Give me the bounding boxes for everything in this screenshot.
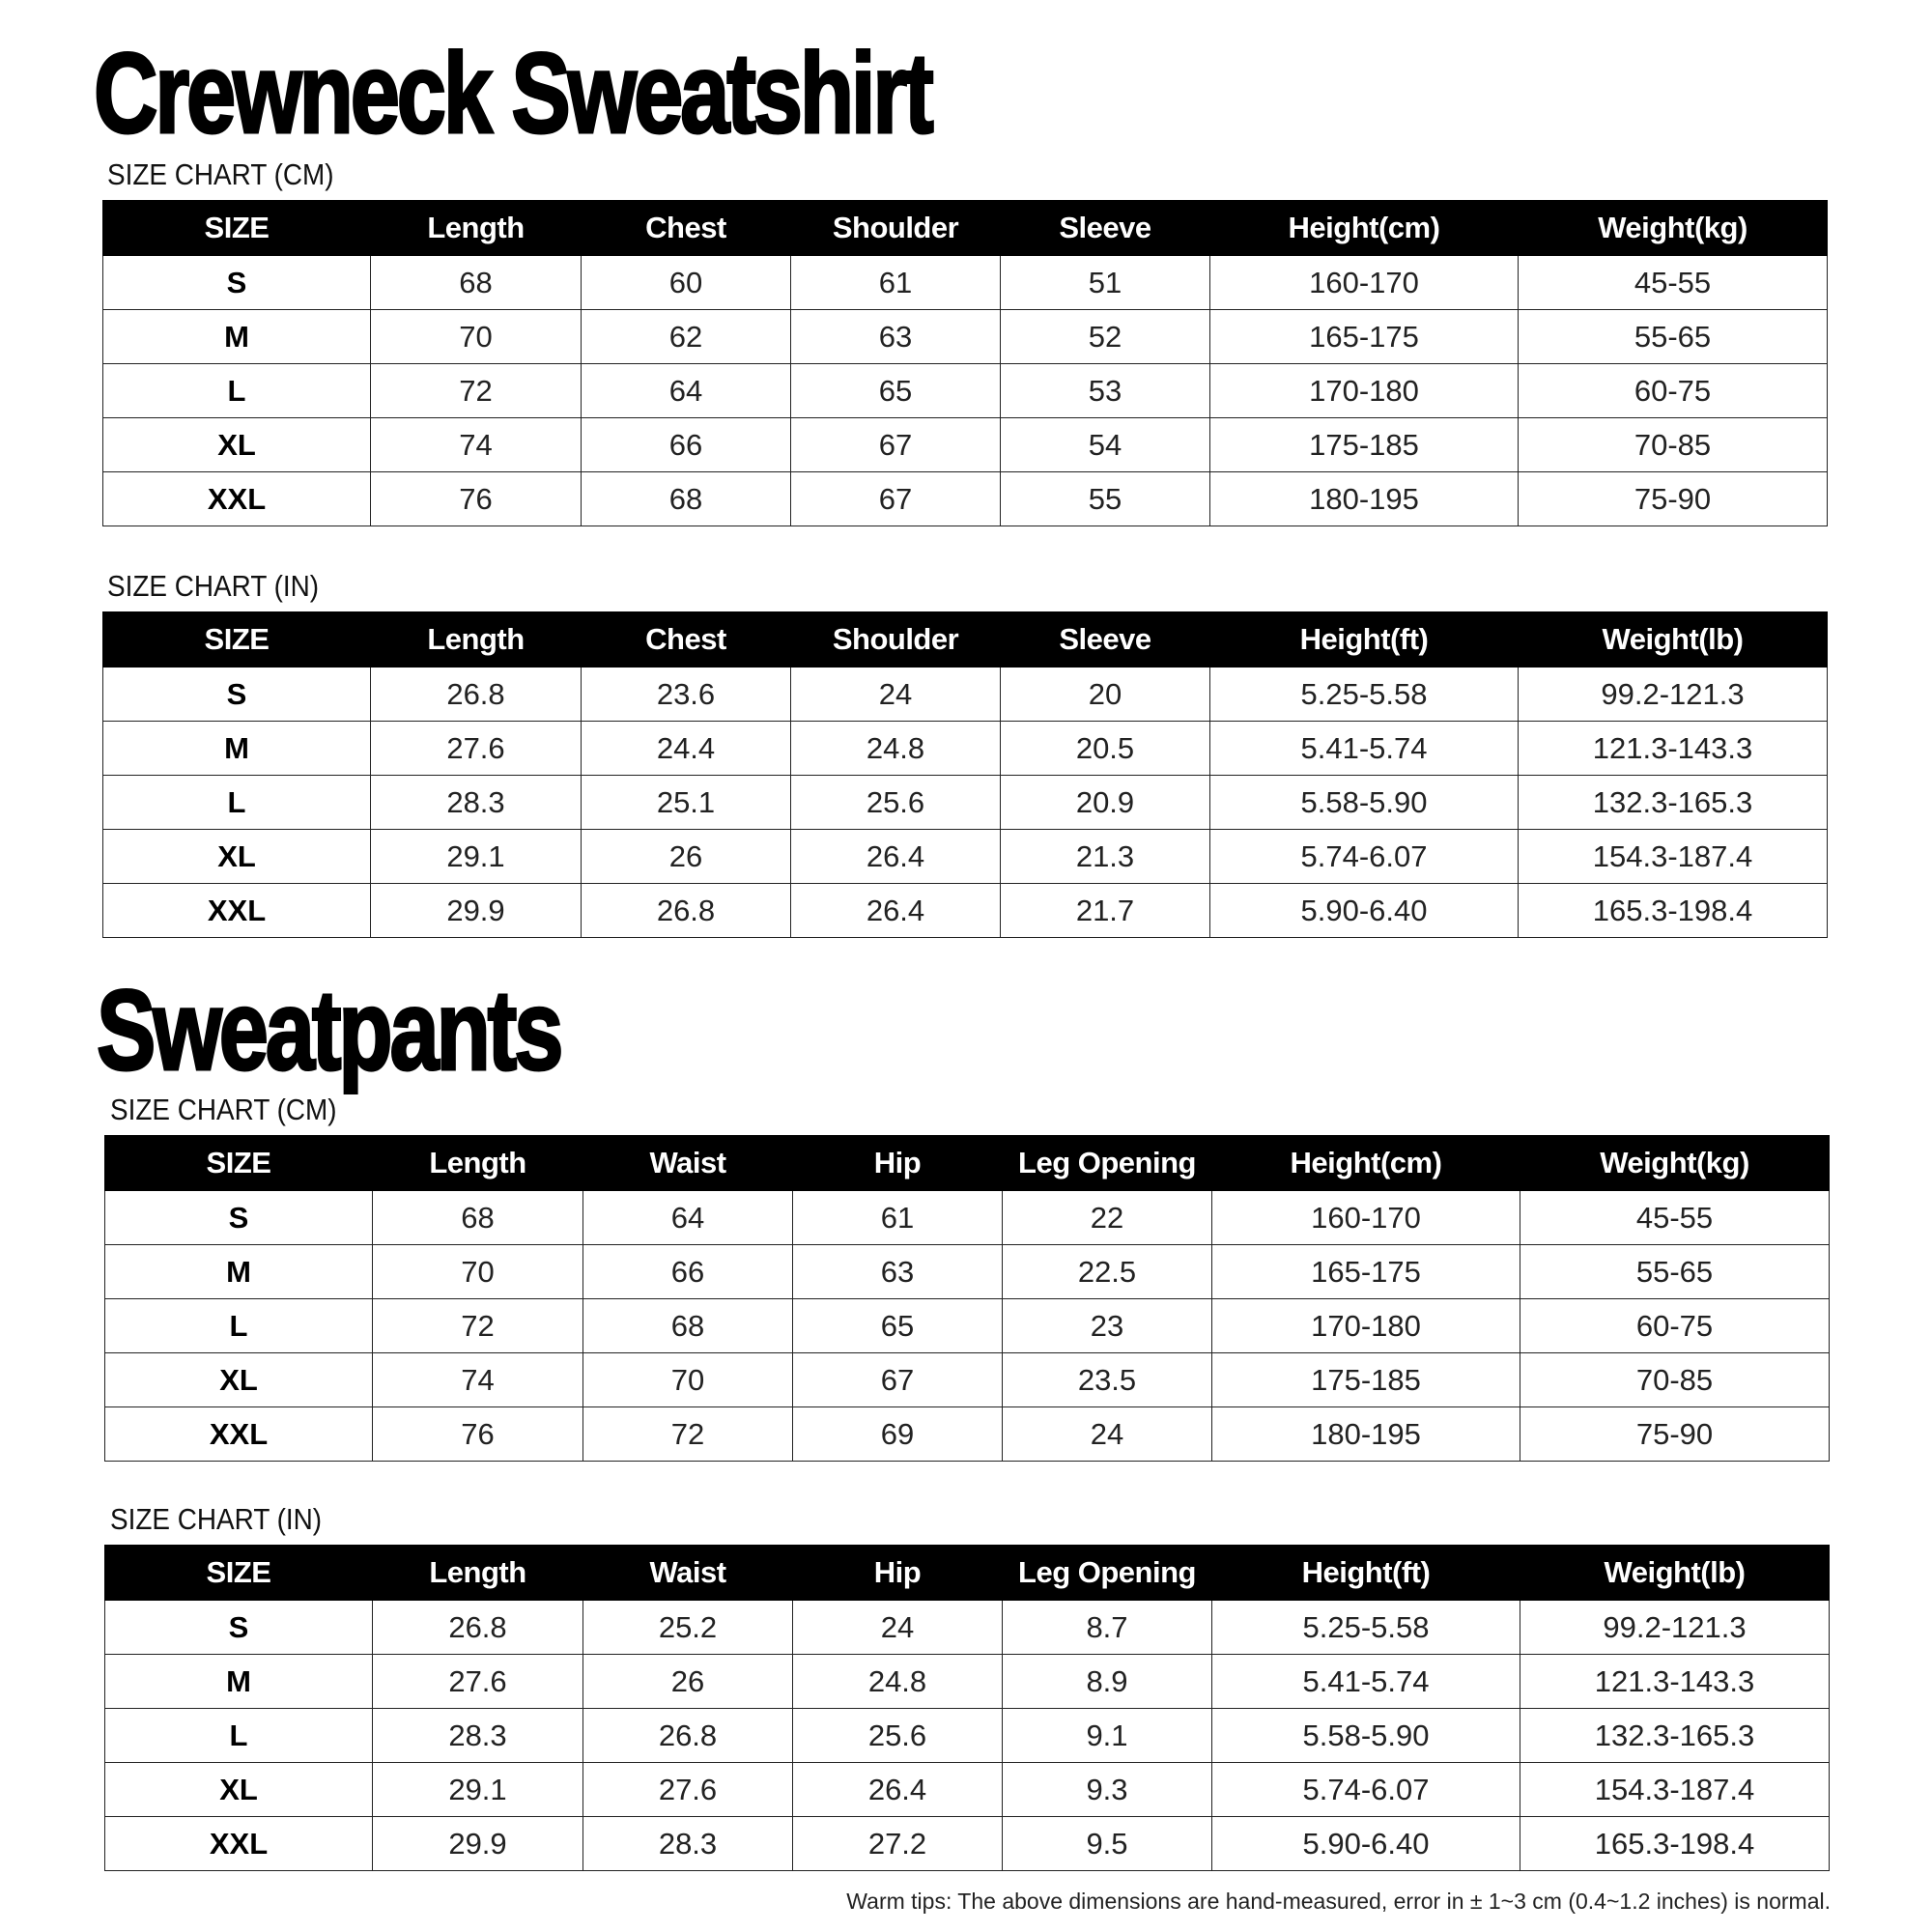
table-cell: 72 [373,1299,583,1353]
table-cell: 68 [371,256,582,310]
table-cell: 175-185 [1212,1353,1520,1407]
column-header: Weight(kg) [1519,201,1828,256]
table-cell: 26 [582,830,791,884]
size-cell: XXL [105,1407,373,1462]
table-cell: 26.8 [583,1709,793,1763]
table-cell: 52 [1001,310,1210,364]
table-cell: 76 [371,472,582,526]
table-cell: 70 [373,1245,583,1299]
chart-label-sweatpants-cm: SIZE CHART (CM) [110,1093,337,1126]
table-row [105,1353,1830,1407]
table-cell: 20.5 [1001,722,1210,776]
table-cell: 62 [582,310,791,364]
table-cell: 76 [373,1407,583,1462]
table-cell: 51 [1001,256,1210,310]
size-cell: S [103,256,371,310]
size-cell: XL [103,830,371,884]
table-cell: 180-195 [1210,472,1519,526]
table-cell: 23.5 [1003,1353,1212,1407]
table-cell: 99.2-121.3 [1519,668,1828,722]
table-cell: 160-170 [1210,256,1519,310]
size-table-sweatshirt-in [102,611,1828,938]
table-cell: 74 [373,1353,583,1407]
table-cell: 26.4 [793,1763,1003,1817]
table-cell: 9.5 [1003,1817,1212,1871]
table-cell: 8.9 [1003,1655,1212,1709]
table-row [103,310,1828,364]
size-cell: L [103,364,371,418]
size-cell: XXL [105,1817,373,1871]
table-row [105,1407,1830,1462]
table-cell: 24.4 [582,722,791,776]
size-cell: S [103,668,371,722]
table-header-row [105,1546,1830,1601]
table-cell: 25.6 [791,776,1001,830]
size-cell: M [105,1655,373,1709]
table-cell: 22.5 [1003,1245,1212,1299]
chart-label-sweatshirt-cm: SIZE CHART (CM) [107,157,334,191]
table-row [105,1245,1830,1299]
table-cell: 160-170 [1212,1191,1520,1245]
table-cell: 26.8 [373,1601,583,1655]
table-row [103,256,1828,310]
table-cell: 66 [583,1245,793,1299]
table-row [105,1601,1830,1655]
column-header: Hip [793,1136,1003,1191]
table-cell: 70 [583,1353,793,1407]
table-cell: 75-90 [1520,1407,1830,1462]
table-cell: 21.3 [1001,830,1210,884]
table-cell: 170-180 [1210,364,1519,418]
table-row [105,1763,1830,1817]
table-cell: 165.3-198.4 [1520,1817,1830,1871]
column-header: Height(ft) [1210,612,1519,668]
column-header: Waist [583,1136,793,1191]
table-cell: 69 [793,1407,1003,1462]
table-cell: 70-85 [1519,418,1828,472]
table-cell: 5.90-6.40 [1212,1817,1520,1871]
table-row [103,364,1828,418]
table-cell: 24.8 [793,1655,1003,1709]
table-cell: 26.8 [582,884,791,938]
table-row [105,1709,1830,1763]
table-row [103,830,1828,884]
table-cell: 74 [371,418,582,472]
table-cell: 25.6 [793,1709,1003,1763]
column-header: SIZE [103,201,371,256]
table-cell: 26.4 [791,830,1001,884]
table-cell: 99.2-121.3 [1520,1601,1830,1655]
table-cell: 121.3-143.3 [1519,722,1828,776]
table-cell: 29.9 [373,1817,583,1871]
column-header: Leg Opening [1003,1546,1212,1601]
table-cell: 68 [583,1299,793,1353]
table-cell: 27.6 [371,722,582,776]
column-header: Chest [582,612,791,668]
table-cell: 29.1 [371,830,582,884]
table-row [103,884,1828,938]
table-cell: 60-75 [1519,364,1828,418]
table-cell: 165-175 [1212,1245,1520,1299]
table-cell: 28.3 [373,1709,583,1763]
table-cell: 55 [1001,472,1210,526]
size-cell: L [103,776,371,830]
table-row [105,1817,1830,1871]
column-header: SIZE [105,1546,373,1601]
table-cell: 5.25-5.58 [1210,668,1519,722]
table-cell: 75-90 [1519,472,1828,526]
table-cell: 53 [1001,364,1210,418]
table-cell: 175-185 [1210,418,1519,472]
table-cell: 45-55 [1520,1191,1830,1245]
table-cell: 5.41-5.74 [1212,1655,1520,1709]
table-cell: 5.25-5.58 [1212,1601,1520,1655]
table-cell: 26 [583,1655,793,1709]
column-header: SIZE [103,612,371,668]
table-cell: 24 [1003,1407,1212,1462]
table-cell: 65 [793,1299,1003,1353]
table-row [103,722,1828,776]
table-cell: 60-75 [1520,1299,1830,1353]
table-cell: 66 [582,418,791,472]
table-cell: 68 [373,1191,583,1245]
table-cell: 9.3 [1003,1763,1212,1817]
table-cell: 64 [583,1191,793,1245]
column-header: Sleeve [1001,612,1210,668]
table-cell: 24 [793,1601,1003,1655]
table-cell: 63 [793,1245,1003,1299]
table-cell: 54 [1001,418,1210,472]
table-cell: 67 [793,1353,1003,1407]
column-header: SIZE [105,1136,373,1191]
table-cell: 67 [791,472,1001,526]
column-header: Shoulder [791,201,1001,256]
size-table-sweatshirt-cm [102,200,1828,526]
table-cell: 20 [1001,668,1210,722]
table-cell: 29.9 [371,884,582,938]
chart-label-sweatpants-in: SIZE CHART (IN) [110,1502,323,1536]
table-cell: 24 [791,668,1001,722]
table-cell: 55-65 [1519,310,1828,364]
table-row [103,418,1828,472]
table-row [103,472,1828,526]
size-cell: XL [105,1353,373,1407]
table-cell: 72 [371,364,582,418]
section-title-sweatshirt: Crewneck Sweatshirt [94,30,931,157]
table-cell: 180-195 [1212,1407,1520,1462]
size-table-sweatpants-cm [104,1135,1830,1462]
table-cell: 61 [791,256,1001,310]
column-header: Waist [583,1546,793,1601]
size-cell: S [105,1191,373,1245]
table-cell: 55-65 [1520,1245,1830,1299]
warm-tips-note: Warm tips: The above dimensions are hand-measured, error in ± 1~3 cm (0.4~1.2 inches) is normal. [846,1889,1831,1914]
table-cell: 5.58-5.90 [1212,1709,1520,1763]
table-row [103,668,1828,722]
column-header: Sleeve [1001,201,1210,256]
column-header: Leg Opening [1003,1136,1212,1191]
column-header: Hip [793,1546,1003,1601]
table-cell: 45-55 [1519,256,1828,310]
table-cell: 5.58-5.90 [1210,776,1519,830]
column-header: Length [373,1546,583,1601]
table-cell: 72 [583,1407,793,1462]
table-cell: 27.6 [373,1655,583,1709]
table-row [105,1191,1830,1245]
size-cell: L [105,1709,373,1763]
size-cell: L [105,1299,373,1353]
column-header: Chest [582,201,791,256]
table-cell: 29.1 [373,1763,583,1817]
table-cell: 68 [582,472,791,526]
table-cell: 61 [793,1191,1003,1245]
table-cell: 70 [371,310,582,364]
column-header: Height(cm) [1212,1136,1520,1191]
table-cell: 23.6 [582,668,791,722]
table-cell: 25.1 [582,776,791,830]
size-table-sweatpants-in [104,1545,1830,1871]
table-cell: 26.4 [791,884,1001,938]
column-header: Length [373,1136,583,1191]
table-cell: 5.74-6.07 [1210,830,1519,884]
size-cell: M [103,722,371,776]
size-cell: M [103,310,371,364]
table-cell: 25.2 [583,1601,793,1655]
table-cell: 5.74-6.07 [1212,1763,1520,1817]
table-cell: 22 [1003,1191,1212,1245]
table-cell: 20.9 [1001,776,1210,830]
table-header-row [103,612,1828,668]
size-cell: XL [105,1763,373,1817]
column-header: Weight(lb) [1520,1546,1830,1601]
table-row [105,1655,1830,1709]
table-cell: 27.6 [583,1763,793,1817]
size-cell: M [105,1245,373,1299]
column-header: Weight(kg) [1520,1136,1830,1191]
table-cell: 24.8 [791,722,1001,776]
table-row [103,776,1828,830]
column-header: Length [371,612,582,668]
table-cell: 65 [791,364,1001,418]
table-cell: 5.90-6.40 [1210,884,1519,938]
column-header: Height(cm) [1210,201,1519,256]
table-cell: 26.8 [371,668,582,722]
table-cell: 27.2 [793,1817,1003,1871]
table-cell: 170-180 [1212,1299,1520,1353]
table-cell: 154.3-187.4 [1519,830,1828,884]
table-cell: 5.41-5.74 [1210,722,1519,776]
table-cell: 70-85 [1520,1353,1830,1407]
table-cell: 9.1 [1003,1709,1212,1763]
column-header: Shoulder [791,612,1001,668]
column-header: Height(ft) [1212,1546,1520,1601]
table-cell: 28.3 [371,776,582,830]
table-cell: 165-175 [1210,310,1519,364]
table-cell: 67 [791,418,1001,472]
table-cell: 8.7 [1003,1601,1212,1655]
table-cell: 154.3-187.4 [1520,1763,1830,1817]
size-cell: XL [103,418,371,472]
table-cell: 63 [791,310,1001,364]
column-header: Length [371,201,582,256]
table-cell: 121.3-143.3 [1520,1655,1830,1709]
table-cell: 23 [1003,1299,1212,1353]
table-cell: 132.3-165.3 [1520,1709,1830,1763]
table-cell: 28.3 [583,1817,793,1871]
column-header: Weight(lb) [1519,612,1828,668]
size-cell: XXL [103,884,371,938]
table-cell: 165.3-198.4 [1519,884,1828,938]
size-cell: XXL [103,472,371,526]
table-cell: 60 [582,256,791,310]
table-row [105,1299,1830,1353]
section-title-sweatpants: Sweatpants [97,967,561,1094]
table-header-row [105,1136,1830,1191]
table-cell: 64 [582,364,791,418]
table-cell: 21.7 [1001,884,1210,938]
chart-label-sweatshirt-in: SIZE CHART (IN) [107,569,320,603]
table-header-row [103,201,1828,256]
table-cell: 132.3-165.3 [1519,776,1828,830]
size-cell: S [105,1601,373,1655]
